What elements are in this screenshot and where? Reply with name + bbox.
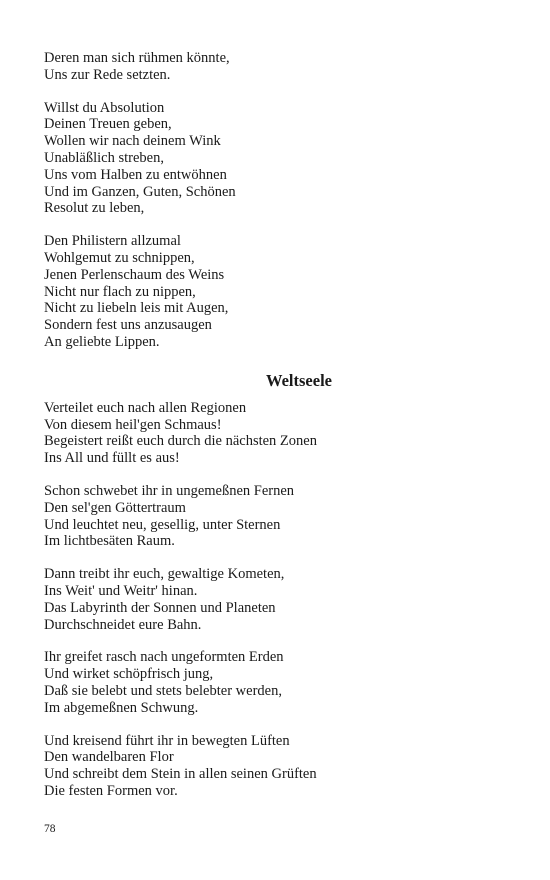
verse-line: Schon schwebet ihr in ungemeßnen Fernen [44, 482, 295, 499]
stanza [44, 483, 514, 550]
verse-line: Und schreibt dem Stein in allen seinen Grüften [44, 766, 317, 783]
verse-line: Den wandelbaren Flor [44, 749, 174, 766]
verse-line: Den Philistern allzumal [44, 233, 181, 250]
verse-line: Durchschneidet eure Bahn. [44, 616, 202, 633]
verse-line: Unabläßlich streben, [44, 149, 164, 166]
verse-line: Ins All und füllt es aus! [44, 450, 180, 467]
verse-line: Deren man sich rühmen könnte, [44, 50, 230, 66]
verse-line: Uns zur Rede setzten. [44, 66, 171, 83]
verse-line: Im abgemeßnen Schwung. [44, 699, 199, 716]
stanza [44, 649, 514, 716]
page-number: 78 [44, 823, 56, 835]
verse-line: Und im Ganzen, Guten, Schönen [44, 183, 236, 200]
verse-line: Den sel'gen Göttertraum [44, 499, 186, 516]
verse-line: Und wirket schöpfrisch jung, [44, 666, 214, 683]
stanza [44, 100, 514, 218]
verse-line: Nicht nur flach zu nippen, [44, 283, 196, 300]
verse-line: Das Labyrinth der Sonnen und Planeten [44, 599, 276, 616]
verse-line: Dann treibt ihr euch, gewaltige Kometen, [44, 566, 285, 583]
stanza [44, 400, 514, 467]
poem-title: Weltseele [266, 370, 332, 390]
verse-line: Nicht zu liebeln leis mit Augen, [44, 300, 229, 317]
verse-line: Ihr greifet rasch nach ungeformten Erden [44, 649, 284, 666]
previous-poem-continuation [44, 50, 514, 351]
verse-line: Ins Weit' und Weitr' hinan. [44, 582, 198, 599]
verse-line: Jenen Perlenschaum des Weins [44, 266, 225, 283]
verse-line: Begeistert reißt euch durch die nächsten Zonen [44, 433, 317, 450]
stanza [44, 733, 514, 800]
stanza [44, 50, 514, 84]
poem-body [44, 400, 514, 800]
verse-line: Die festen Formen vor. [44, 782, 178, 799]
verse-line: Und kreisend führt ihr in bewegten Lüften [44, 732, 290, 749]
verse-line: Willst du Absolution [44, 99, 165, 116]
verse-line: Verteilet euch nach allen Regionen [44, 399, 247, 416]
verse-line: Wohlgemut zu schnippen, [44, 249, 195, 266]
verse-line: Uns vom Halben zu entwöhnen [44, 166, 227, 183]
verse-line: Wollen wir nach deinem Wink [44, 133, 221, 150]
verse-line: Daß sie belebt und stets belebter werden, [44, 682, 282, 699]
page-content [44, 50, 514, 800]
stanza [44, 566, 514, 633]
verse-line: Sondern fest uns anzusaugen [44, 317, 212, 334]
verse-line: Von diesem heil'gen Schmaus! [44, 416, 222, 433]
verse-line: Und leuchtet neu, gesellig, unter Sternen [44, 516, 281, 533]
verse-line: An geliebte Lippen. [44, 333, 160, 350]
verse-line: Deinen Treuen geben, [44, 116, 172, 133]
verse-line: Resolut zu leben, [44, 200, 145, 217]
stanza [44, 233, 514, 351]
verse-line: Im lichtbesäten Raum. [44, 533, 175, 550]
